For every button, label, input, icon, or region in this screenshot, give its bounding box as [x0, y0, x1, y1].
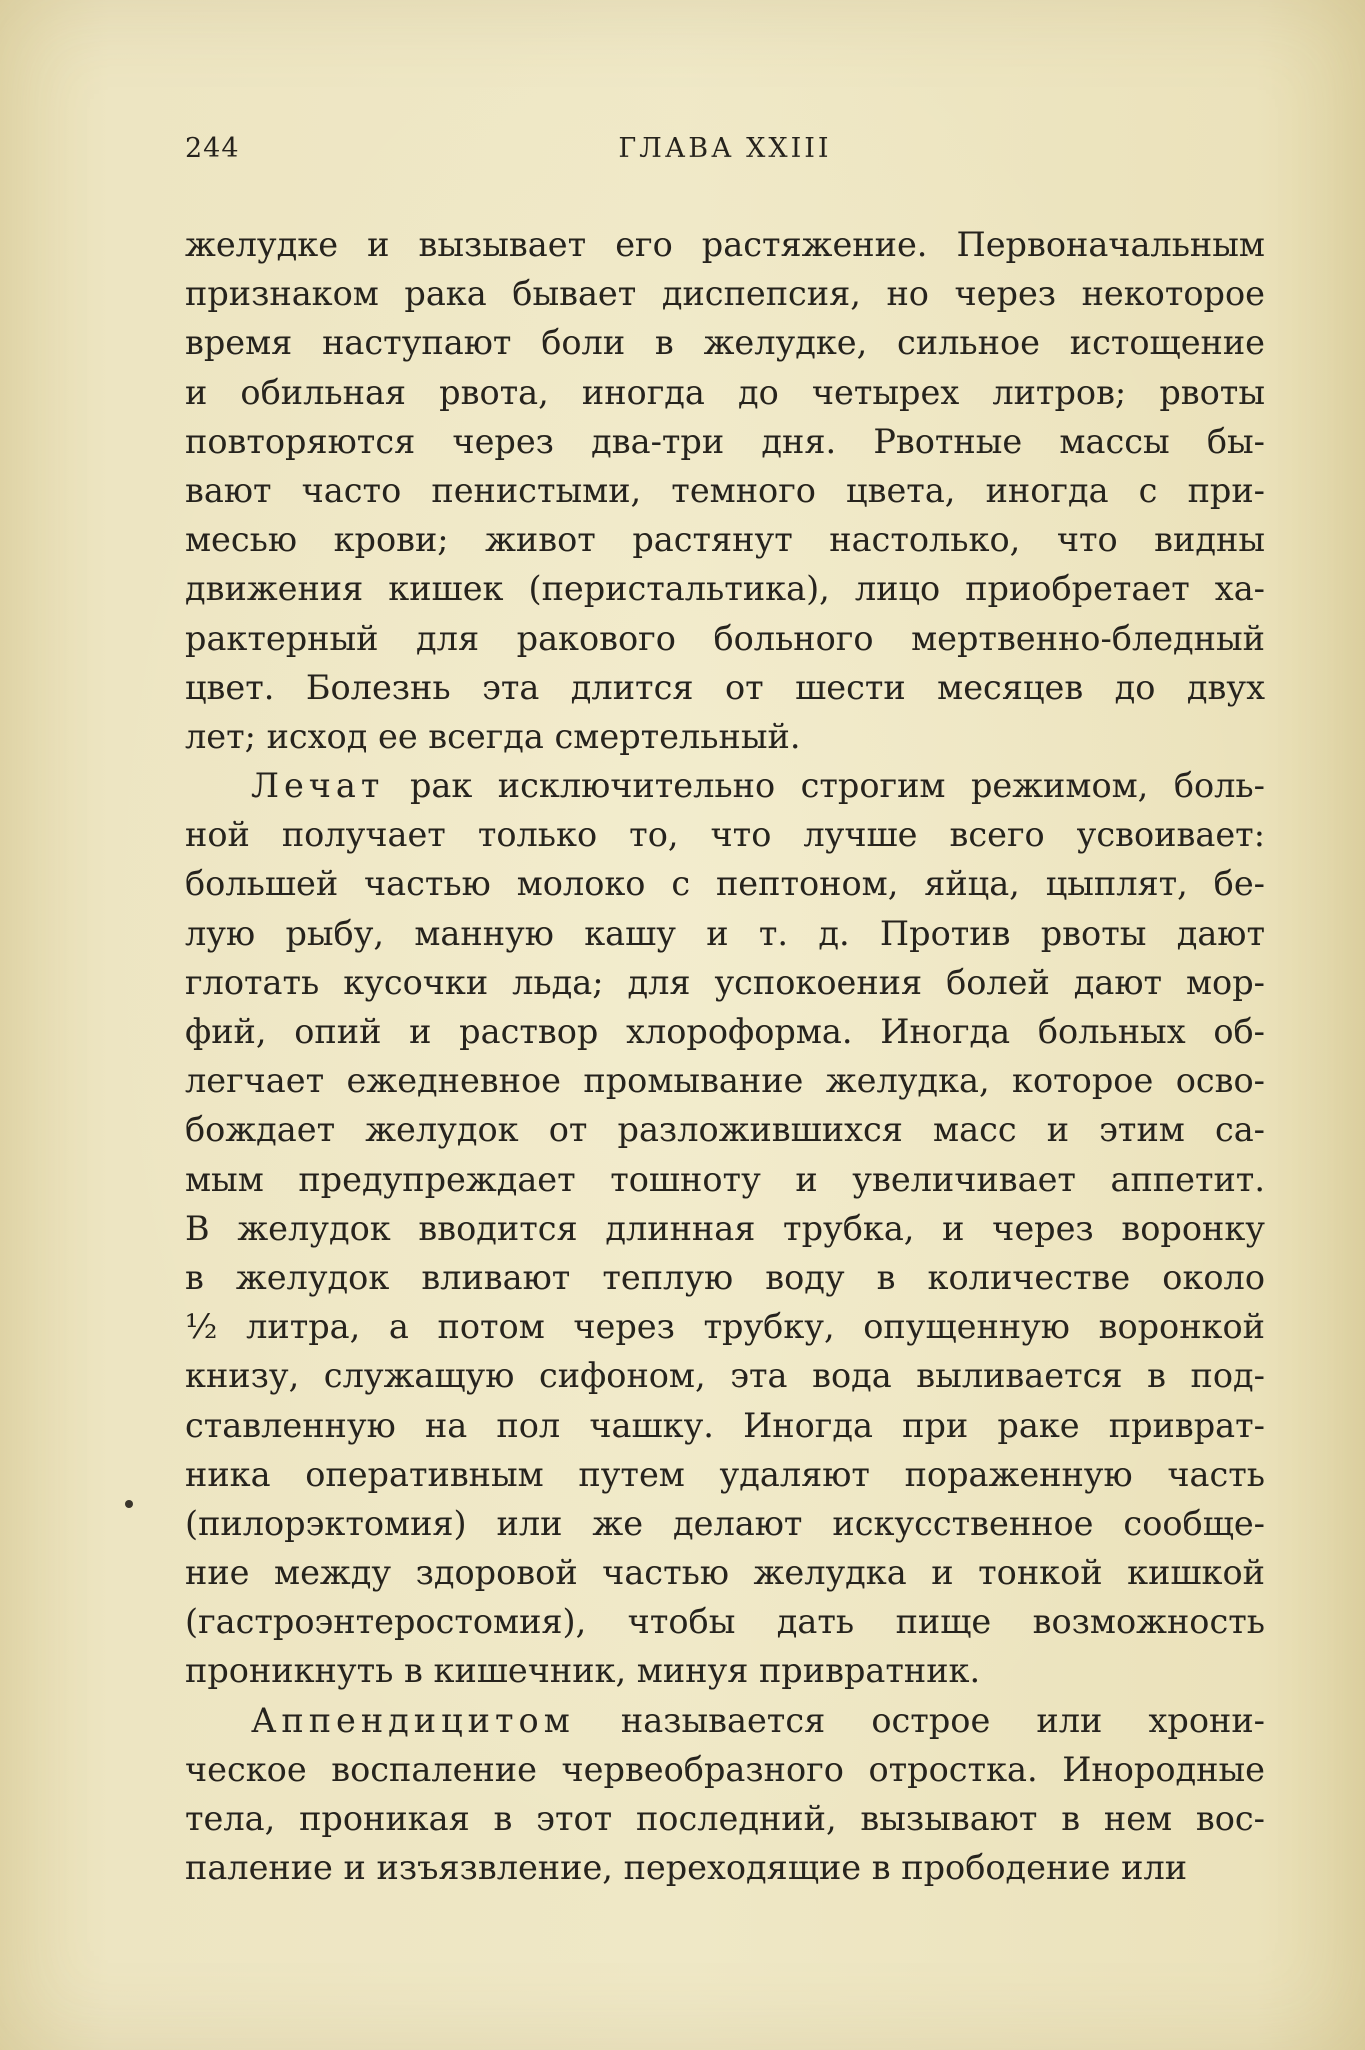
line-text: время наступают боли в желудке, сильное истощение [185, 323, 1265, 363]
line-text: в желудок вливают теплую воду в количестве около [185, 1257, 1265, 1297]
line-text: (гастроэнтеростомия), чтобы дать пище возможность [185, 1602, 1265, 1642]
line-text: ставленную на пол чашку. Иногда при раке приврат- [185, 1405, 1265, 1445]
emphasized-word: Аппендицитом [251, 1700, 575, 1740]
line-text: проникнуть в кишечник, минуя привратник. [185, 1651, 981, 1691]
text-line [185, 1253, 1265, 1302]
text-line [185, 1843, 1265, 1892]
text-line [185, 1450, 1265, 1499]
paragraph [185, 1696, 1265, 1893]
line-text: легчает ежедневное промывание желудка, которое осво- [185, 1061, 1265, 1101]
line-text: рак исключительно строгим режимом, боль- [384, 766, 1265, 806]
line-text: паление и изъязвление, переходящие в прободение или [185, 1848, 1188, 1888]
text-line [185, 663, 1265, 712]
line-text: книзу, служащую сифоном, эта вода выливается в под- [185, 1356, 1265, 1396]
line-text: ника оперативным путем удаляют пораженную часть [185, 1454, 1265, 1494]
text-line [185, 1696, 1265, 1745]
text-line [185, 909, 1265, 958]
text-line [185, 515, 1265, 564]
text-line [185, 1155, 1265, 1204]
text-line [185, 368, 1265, 417]
text-line [185, 810, 1265, 859]
line-text: фий, опий и раствор хлороформа. Иногда больных об- [185, 1012, 1265, 1051]
text-line [185, 318, 1265, 367]
body-text [185, 220, 1265, 1892]
paragraph [185, 761, 1265, 1696]
text-line [185, 220, 1265, 269]
text-line [185, 1401, 1265, 1450]
text-line [185, 1007, 1265, 1056]
line-text: желудке и вызывает его растяжение. Первоначальным [185, 225, 1265, 264]
text-line [185, 1646, 1265, 1695]
line-text: движения кишек (перистальтика), лицо приобретает ха- [185, 569, 1265, 609]
line-text: лет; исход ее всегда смертельный. [185, 716, 801, 756]
text-line [185, 1302, 1265, 1351]
text-line [185, 1745, 1265, 1794]
line-text: лую рыбу, манную кашу и т. д. Против рвоты дают [185, 913, 1265, 953]
text-line [185, 1105, 1265, 1154]
text-line [185, 466, 1265, 515]
line-text: ние между здоровой частью желудка и тонкой кишкой [185, 1553, 1265, 1593]
text-line [185, 614, 1265, 663]
text-line [185, 269, 1265, 318]
line-text: мым предупреждает тошноту и увеличивает аппетит. [185, 1159, 1265, 1199]
line-text: ½ литра, а потом через трубку, опущенную воронкой [185, 1307, 1265, 1347]
text-line [185, 1499, 1265, 1548]
text-line [185, 417, 1265, 466]
page-number: 244 [185, 133, 240, 164]
text-line [185, 712, 1265, 761]
line-text: называется острое или хрони- [574, 1700, 1265, 1740]
line-text: рактерный для ракового больного мертвенно-бледный [185, 618, 1265, 658]
line-text: признаком рака бывает диспепсия, но через некоторое [185, 274, 1265, 314]
emphasized-word: Лечат [251, 766, 385, 806]
line-text: цвет. Болезнь эта длится от шести месяцев до двух [185, 667, 1265, 707]
text-line [185, 859, 1265, 908]
text-line [185, 1351, 1265, 1400]
text-line [185, 761, 1265, 810]
text-line [185, 1794, 1265, 1843]
line-text: ческое воспаление червеобразного отростка. Инородные [185, 1749, 1265, 1789]
chapter-title: ГЛАВА XXIII [618, 133, 832, 164]
line-text: повторяются через два-три дня. Рвотные массы бы- [185, 421, 1265, 461]
running-head [185, 133, 1265, 173]
text-line [185, 564, 1265, 613]
line-text: ной получает только то, что лучше всего усвоивает: [185, 815, 1265, 855]
margin-dot [125, 1500, 133, 1508]
text-line [185, 958, 1265, 1007]
line-text: (пилорэктомия) или же делают искусственное сообще- [185, 1503, 1265, 1543]
line-text: В желудок вводится длинная трубка, и через воронку [185, 1208, 1265, 1248]
line-text: месью крови; живот растянут настолько, что видны [185, 520, 1265, 560]
text-line [185, 1204, 1265, 1253]
text-line [185, 1597, 1265, 1646]
text-line [185, 1548, 1265, 1597]
line-text: глотать кусочки льда; для успокоения болей дают мор- [185, 962, 1265, 1002]
line-text: тела, проникая в этот последний, вызывают в нем вос- [185, 1799, 1265, 1838]
line-text: большей частью молоко с пептоном, яйца, цыплят, бе- [185, 864, 1265, 904]
text-line [185, 1056, 1265, 1105]
paragraph [185, 220, 1265, 761]
line-text: и обильная рвота, иногда до четырех литров; рвоты [185, 372, 1265, 412]
line-text: вают часто пенистыми, темного цвета, иногда с при- [185, 470, 1265, 510]
line-text: бождает желудок от разложившихся масс и этим са- [185, 1110, 1265, 1150]
